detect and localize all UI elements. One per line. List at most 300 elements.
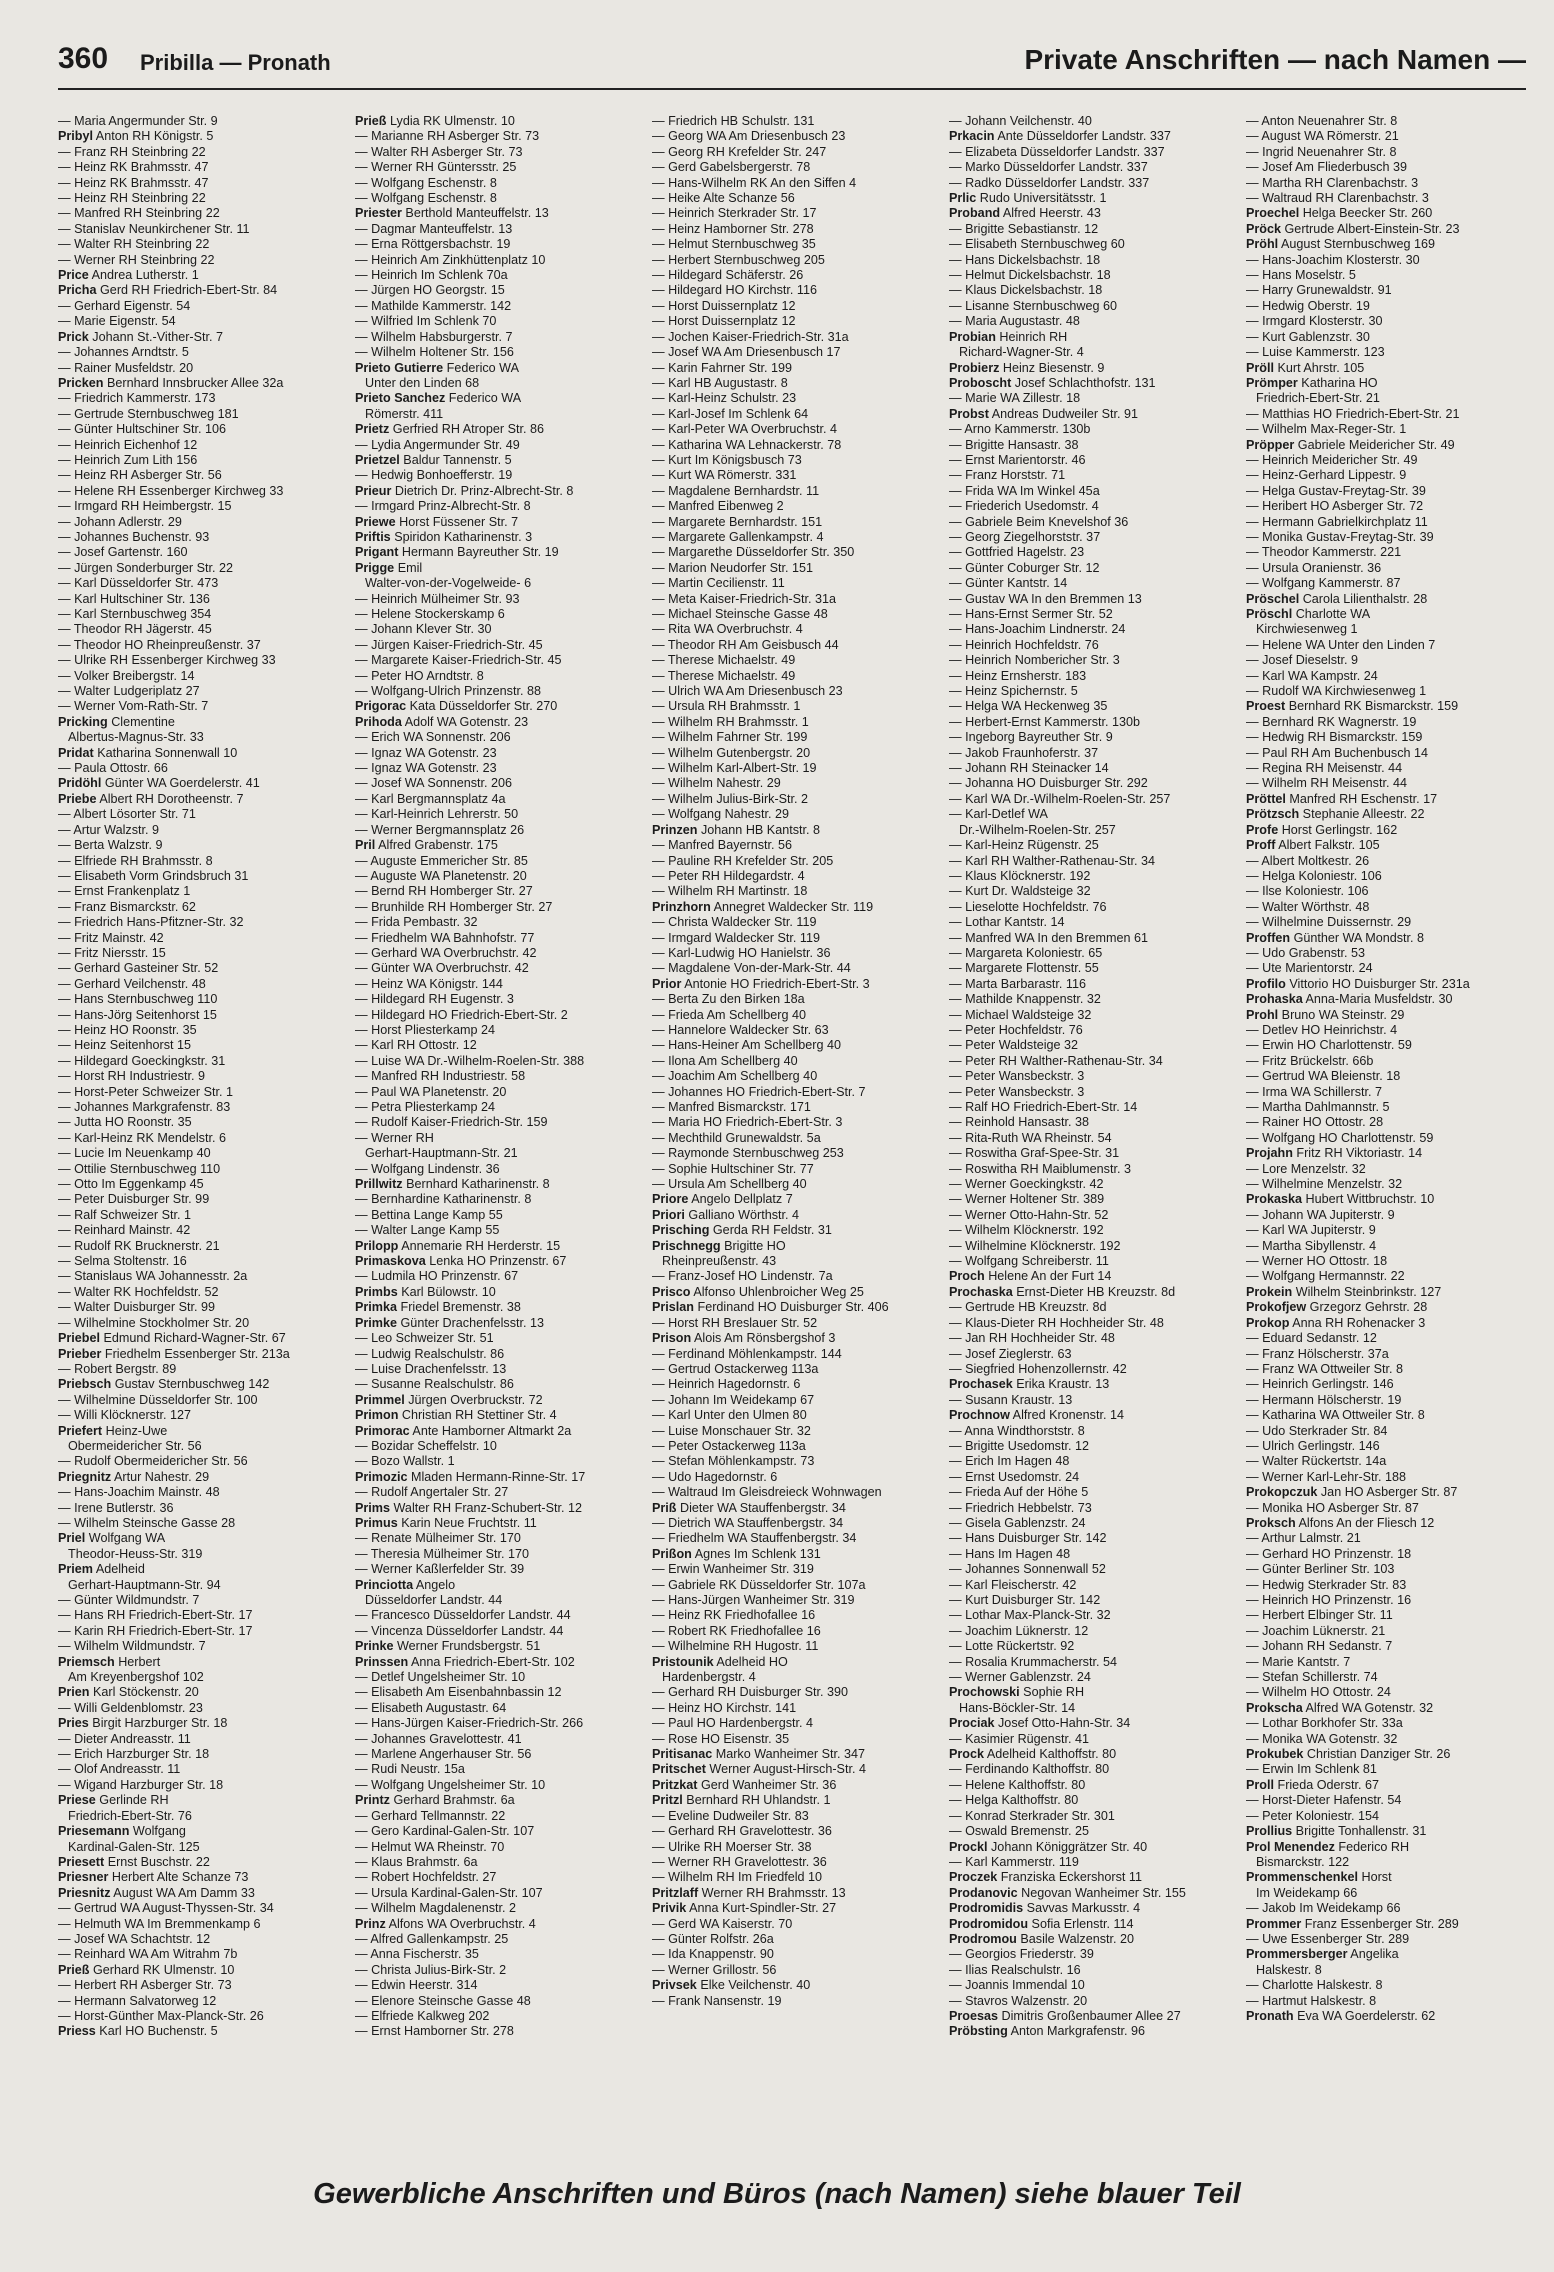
directory-entry: — Günter Berliner Str. 103 [1246, 1562, 1395, 1577]
directory-entry: — Helene RH Essenberger Kirchweg 33 [58, 483, 284, 498]
entry-details: Alfons WA Overbruchstr. 4 [385, 1916, 536, 1931]
directory-entry: — Horst Duissernplatz 12 [652, 314, 796, 329]
directory-entry [1246, 2009, 1531, 2024]
directory-entry: — Manfred WA In den Bremmen 61 [949, 930, 1149, 945]
entry-details: Friedel Bremenstr. 38 [397, 1300, 521, 1315]
directory-entry: — Klaus-Dieter RH Hochheider Str. 48 [949, 1315, 1164, 1330]
directory-entry: — Joachim Lüknerstr. 12 [949, 1623, 1089, 1638]
directory-entry: — Katharina WA Lehnackerstr. 78 [652, 437, 842, 452]
surname: Prock [949, 1747, 985, 1762]
directory-entry: — Walter RH Steinbring 22 [58, 237, 210, 252]
entry-details: Angelo Dellplatz 7 [688, 1192, 793, 1207]
directory-entry: — Johannes HO Friedrich-Ebert-Str. 7 [652, 1084, 866, 1099]
directory-entry: — Udo Hagedornstr. 6 [652, 1469, 778, 1484]
directory-entry [949, 1932, 1234, 1947]
directory-entry [1246, 1778, 1531, 1793]
directory-entry: Halskestr. 8 [1256, 1962, 1322, 1977]
directory-entry [1246, 699, 1531, 714]
directory-entry: — Gerhard HO Prinzenstr. 18 [1246, 1546, 1412, 1561]
surname: Prißon [652, 1546, 692, 1561]
directory-entry: — Wolfgang Hermannstr. 22 [1246, 1269, 1405, 1284]
directory-entry: — Kurt Im Königsbusch 73 [652, 452, 802, 467]
directory-entry [949, 2024, 1234, 2039]
directory-entry [949, 330, 1234, 345]
directory-entry: — Günter Hultschiner Str. 106 [58, 422, 226, 437]
directory-entry [355, 1393, 640, 1408]
directory-entry: — Elfriede RH Brahmsstr. 8 [58, 853, 213, 868]
surname: Prims [355, 1500, 391, 1515]
surname: Prieto Gutierre [355, 360, 444, 375]
directory-entry: — Bernhard RK Wagnerstr. 19 [1246, 714, 1417, 729]
surname: Prieber [58, 1346, 102, 1361]
directory-entry [1246, 1840, 1531, 1855]
directory-entry: — Rudolf Obermeidericher Str. 56 [58, 1454, 248, 1469]
directory-entry: — Wilhelm RH Im Friedfeld 10 [652, 1870, 823, 1885]
entry-details: Erika Kraustr. 13 [1012, 1377, 1110, 1392]
directory-entry: — Meta Kaiser-Friedrich-Str. 31a [652, 591, 837, 606]
directory-entry [58, 1331, 343, 1346]
listing-column-4 [949, 114, 1234, 2150]
directory-entry: — Ingeborg Bayreuther Str. 9 [949, 730, 1113, 745]
directory-entry: — Selma Stoltenstr. 16 [58, 1254, 187, 1269]
directory-entry: — Friedrich Hans-Pfitzner-Str. 32 [58, 915, 244, 930]
entry-details: August WA Am Damm 33 [110, 1885, 255, 1900]
directory-entry [949, 1685, 1234, 1700]
directory-entry: — Wilhelm Steinsche Gasse 28 [58, 1515, 236, 1530]
directory-entry: — Werner HO Ottostr. 18 [1246, 1254, 1388, 1269]
entry-details: Clementine [107, 714, 175, 729]
entry-details: Albert Falkstr. 105 [1275, 838, 1380, 853]
directory-entry: — Werner Karl-Lehr-Str. 188 [1246, 1469, 1407, 1484]
directory-entry: — Hans-Joachim Mainstr. 48 [58, 1485, 220, 1500]
surname: Prol Menendez [1246, 1839, 1335, 1854]
directory-entry: — Waltraud RH Clarenbachstr. 3 [1246, 191, 1429, 206]
directory-entry: — Joannis Immendal 10 [949, 1978, 1085, 1993]
directory-entry: — Kurt Duisburger Str. 142 [949, 1593, 1101, 1607]
directory-entry [949, 376, 1234, 391]
directory-entry: — Joachim Lüknerstr. 21 [1246, 1623, 1386, 1638]
entry-details: Bruno WA Steinstr. 29 [1278, 1007, 1405, 1022]
directory-entry: — Wilhelm Fahrner Str. 199 [652, 730, 808, 745]
surname: Pries [58, 1716, 89, 1731]
directory-entry: — Karl WA Jupiterstr. 9 [1246, 1223, 1376, 1238]
directory-entry: — Mechthild Grunewaldstr. 5a [652, 1130, 821, 1145]
entry-details: Gerlinde RH [95, 1793, 169, 1808]
directory-entry: — Ralf HO Friedrich-Ebert-Str. 14 [949, 1100, 1138, 1114]
surname: Pritzkat [652, 1777, 698, 1792]
surname: Prinke [355, 1639, 394, 1654]
surname: Pridat [58, 745, 94, 760]
entry-details: Christian Danziger Str. 26 [1303, 1747, 1451, 1762]
directory-entry [58, 746, 343, 761]
directory-entry: — Herbert Sternbuschweg 205 [652, 252, 825, 267]
directory-entry: — Therese Michaelstr. 49 [652, 653, 796, 668]
directory-entry: — Heinz RK Brahmsstr. 47 [58, 175, 209, 190]
directory-entry [652, 1747, 937, 1762]
directory-entry: — Heinz RH Steinbring 22 [58, 191, 206, 206]
directory-entry: — Günter WA Overbruchstr. 42 [355, 961, 529, 976]
directory-entry: — Gerd WA Kaiserstr. 70 [652, 1916, 793, 1931]
directory-entry [355, 699, 640, 714]
directory-entry: — Gabriele RK Düsseldorfer Str. 107a [652, 1577, 866, 1592]
entry-details: Günther WA Mondstr. 8 [1290, 930, 1425, 945]
entry-details: Alfred Kronenstr. 14 [1009, 1408, 1124, 1423]
directory-entry: — Hans Sternbuschweg 110 [58, 992, 218, 1007]
entry-details: Annemarie RH Herderstr. 15 [398, 1238, 561, 1253]
surname: Prokaska [1246, 1192, 1303, 1207]
surname: Pritzl [652, 1793, 683, 1808]
directory-entry: Kirchwiesenweg 1 [1256, 622, 1358, 637]
surname: Pricha [58, 283, 97, 298]
directory-entry: — Bozidar Scheffelstr. 10 [355, 1438, 497, 1453]
surname: Pritschet [652, 1762, 706, 1777]
directory-entry: — Hans Im Hagen 48 [949, 1546, 1071, 1561]
directory-entry: — Walter Rückertstr. 14a [1246, 1454, 1387, 1469]
entry-details: Dimitris Großenbaumer Allee 27 [998, 2008, 1181, 2023]
listing-columns [58, 114, 1532, 2150]
directory-entry [949, 206, 1234, 221]
entry-details: Sofia Erlenstr. 114 [1028, 1916, 1134, 1931]
directory-entry: — Olof Andreasstr. 11 [58, 1762, 181, 1777]
directory-entry [58, 1655, 343, 1670]
directory-entry: — Wilhelmine RH Hugostr. 11 [652, 1639, 819, 1654]
directory-entry: — Johannes Sonnenwall 52 [949, 1562, 1106, 1577]
entry-details: Federico WA [443, 360, 520, 375]
directory-entry: — Hildegard Goeckingkstr. 31 [58, 1053, 226, 1068]
directory-entry: — Leo Schweizer Str. 51 [355, 1331, 494, 1346]
directory-entry: — Herbert Elbinger Str. 11 [1246, 1608, 1393, 1623]
directory-entry: — Wigand Harzburger Str. 18 [58, 1777, 224, 1792]
directory-entry: — Ludmila HO Prinzenstr. 67 [355, 1269, 519, 1284]
directory-entry [949, 1901, 1234, 1916]
surname: Primozic [355, 1469, 408, 1484]
directory-entry: — Bernhardine Katharinenstr. 8 [355, 1192, 532, 1207]
directory-entry [355, 361, 640, 376]
directory-entry [949, 191, 1234, 206]
directory-entry: — Udo Grabenstr. 53 [1246, 945, 1366, 960]
surname: Prokofjew [1246, 1300, 1307, 1315]
directory-entry: — Hans-Wilhelm RK An den Siffen 4 [652, 175, 857, 190]
directory-entry: — Wilhelm Wildmundstr. 7 [58, 1639, 206, 1654]
directory-entry [652, 1208, 937, 1223]
entry-details: Helga Beecker Str. 260 [1299, 206, 1433, 221]
directory-entry: — Friederich Usedomstr. 4 [949, 499, 1099, 514]
directory-entry [355, 391, 640, 406]
directory-entry: — Karl Kammerstr. 119 [949, 1854, 1079, 1869]
surname: Profilo [1246, 976, 1286, 991]
directory-entry: — Lothar Borkhofer Str. 33a [1246, 1716, 1403, 1731]
directory-entry: — Jürgen Sonderburger Str. 22 [58, 560, 234, 575]
surname: Priemsch [58, 1654, 115, 1669]
surname: Priore [652, 1192, 689, 1207]
directory-entry: — Wilhelm Max-Reger-Str. 1 [1246, 422, 1407, 437]
directory-entry: — Harry Grunewaldstr. 91 [1246, 283, 1392, 298]
directory-entry: — Wolfgang Eschenstr. 8 [355, 191, 497, 206]
directory-entry [652, 1331, 937, 1346]
directory-entry: — Lisanne Sternbuschweg 60 [949, 298, 1118, 313]
directory-entry: — Heinrich Eichenhof 12 [58, 437, 198, 452]
entry-details: Anna Friedrich-Ebert-Str. 102 [408, 1654, 575, 1669]
surname: Prochasek [949, 1377, 1013, 1392]
directory-entry: — Rudi Neustr. 15a [355, 1762, 465, 1777]
directory-entry: — Irma WA Schillerstr. 7 [1246, 1084, 1382, 1099]
directory-entry: — Peter Ostackerweg 113a [652, 1438, 806, 1453]
directory-entry: — Otto Im Eggenkamp 45 [58, 1177, 204, 1192]
directory-entry: — Paul HO Hardenbergstr. 4 [652, 1716, 813, 1731]
directory-entry [58, 283, 343, 298]
directory-entry: — Wilhelm RH Brahmsstr. 1 [652, 714, 809, 729]
directory-entry [1246, 823, 1531, 838]
directory-entry: — Margarethe Düsseldorfer Str. 350 [652, 545, 855, 560]
surname: Pröschl [1246, 607, 1293, 621]
directory-entry: Düsseldorfer Landstr. 44 [365, 1593, 503, 1607]
entry-details: Werner August-Hirsch-Str. 4 [705, 1762, 866, 1777]
directory-entry [949, 1870, 1234, 1885]
directory-entry: — Frieda Am Schellberg 40 [652, 1007, 806, 1022]
directory-entry [355, 484, 640, 499]
directory-entry [949, 129, 1234, 144]
directory-entry: — Dietrich WA Stauffenbergstr. 34 [652, 1515, 844, 1530]
directory-entry: — Siegfried Hohenzollernstr. 42 [949, 1361, 1127, 1376]
directory-entry: — Wolfgang Ungelsheimer Str. 10 [355, 1777, 546, 1792]
directory-entry: — Jürgen HO Georgstr. 15 [355, 283, 505, 298]
directory-entry: — Martha Sibyllenstr. 4 [1246, 1238, 1377, 1253]
directory-entry [1246, 592, 1531, 607]
entry-details: Bernhard RK Bismarckstr. 159 [1285, 699, 1459, 714]
directory-entry: — Hans RH Friedrich-Ebert-Str. 17 [58, 1608, 253, 1623]
entry-details: Stephanie Alleestr. 22 [1299, 807, 1425, 822]
entry-details: Günter WA Goerdelerstr. 41 [101, 776, 260, 791]
surname: Prieto Sanchez [355, 391, 446, 406]
directory-entry [1246, 1192, 1531, 1207]
directory-entry: — Maria HO Friedrich-Ebert-Str. 3 [652, 1115, 843, 1130]
directory-entry: — Gerhard Veilchenstr. 48 [58, 976, 206, 991]
directory-entry: — Ernst Marientorstr. 46 [949, 452, 1086, 467]
entry-details: Gerfried RH Atroper Str. 86 [389, 422, 544, 437]
directory-entry: — Margarete Kaiser-Friedrich-Str. 45 [355, 653, 562, 668]
directory-entry [58, 129, 343, 144]
directory-entry: — Rosalia Krummacherstr. 54 [949, 1654, 1117, 1669]
surname: Proest [1246, 699, 1286, 714]
directory-entry: — Karl Düsseldorfer Str. 473 [58, 576, 219, 591]
directory-entry: — Erich Im Hagen 48 [949, 1454, 1070, 1469]
entry-details: Brigitte Tonhallenstr. 31 [1292, 1824, 1427, 1839]
surname: Prohl [1246, 1007, 1279, 1022]
surname: Prior [652, 976, 682, 991]
entry-details: Anna RH Rohenacker 3 [1289, 1315, 1426, 1330]
directory-entry: — Theodor HO Rheinpreußenstr. 37 [58, 637, 261, 652]
surname: Prommer [1246, 1916, 1302, 1931]
directory-entry [949, 407, 1234, 422]
directory-entry: — Hans-Ernst Sermer Str. 52 [949, 607, 1113, 621]
directory-entry: — Heinz Spichernstr. 5 [949, 684, 1078, 699]
directory-entry [652, 1886, 937, 1901]
directory-entry: — Ursula Kardinal-Galen-Str. 107 [355, 1885, 543, 1900]
directory-entry: — Francesco Düsseldorfer Landstr. 44 [355, 1608, 571, 1623]
entry-details: Horst Gerlingstr. 162 [1278, 822, 1398, 837]
directory-entry [652, 1285, 937, 1300]
directory-entry [652, 1793, 937, 1808]
directory-entry: — Berta Zu den Birken 18a [652, 992, 805, 1007]
directory-entry: — Matthias HO Friedrich-Ebert-Str. 21 [1246, 406, 1460, 421]
directory-entry: — Klaus Brahmstr. 6a [355, 1854, 478, 1869]
surname: Pröhl [1246, 237, 1279, 252]
surname: Prodanovic [949, 1885, 1018, 1900]
entry-details: Artur Nahestr. 29 [111, 1469, 210, 1484]
directory-entry: — Ferdinand Möhlenkampstr. 144 [652, 1346, 842, 1361]
directory-entry [652, 1239, 937, 1254]
directory-entry [949, 1408, 1234, 1423]
directory-entry: — Peter Hochfeldstr. 76 [949, 1022, 1083, 1037]
directory-entry: — Hans-Jürgen Wanheimer Str. 319 [652, 1593, 855, 1607]
directory-entry: — Hans Moselstr. 5 [1246, 268, 1356, 283]
directory-entry [949, 1747, 1234, 1762]
directory-entry: — Wilfried Im Schlenk 70 [355, 314, 497, 329]
directory-entry: — Franz-Josef HO Lindenstr. 7a [652, 1269, 833, 1284]
directory-entry: — Brigitte Hansastr. 38 [949, 437, 1079, 452]
directory-entry: — Mathilde Knappenstr. 32 [949, 992, 1101, 1007]
directory-entry: — Werner Goeckingkstr. 42 [949, 1177, 1104, 1192]
directory-entry: — Maria Augustastr. 48 [949, 314, 1080, 329]
surname: Primon [355, 1408, 399, 1423]
surname: Pristounik [652, 1654, 714, 1669]
entry-details: Birgit Harzburger Str. 18 [88, 1716, 228, 1731]
directory-entry: Dr.-Wilhelm-Roelen-Str. 257 [959, 822, 1116, 837]
surname: Prokscha [1246, 1700, 1303, 1715]
directory-entry: — Auguste WA Planetenstr. 20 [355, 868, 527, 883]
directory-entry [355, 838, 640, 853]
directory-entry: — Hans-Jürgen Kaiser-Friedrich-Str. 266 [355, 1716, 584, 1731]
entry-details: August Sternbuschweg 169 [1278, 237, 1436, 252]
entry-details: Ernst Buschstr. 22 [104, 1854, 210, 1869]
directory-entry: Obermeidericher Str. 56 [68, 1438, 202, 1453]
directory-entry: — Horst RH Industriestr. 9 [58, 1069, 205, 1084]
listing-column-1 [58, 114, 343, 2150]
surname: Proband [949, 206, 1001, 221]
directory-entry: — Hans-Joachim Lindnerstr. 24 [949, 622, 1126, 637]
directory-entry [355, 1424, 640, 1439]
surname: Primke [355, 1315, 398, 1330]
surname: Primka [355, 1300, 398, 1315]
directory-entry [355, 1917, 640, 1932]
directory-entry: — Marion Neudorfer Str. 151 [652, 560, 813, 575]
directory-entry: — Stefan Möhlenkampstr. 73 [652, 1454, 815, 1469]
directory-entry [949, 1716, 1234, 1731]
directory-entry: — Josef WA Sonnenstr. 206 [355, 776, 513, 791]
surname: Prisching [652, 1223, 710, 1238]
surname: Priori [652, 1207, 685, 1222]
surname: Prietzel [355, 452, 400, 467]
directory-entry: — Klaus Dickelsbachstr. 18 [949, 283, 1103, 298]
directory-entry: — Wilhelm RH Martinstr. 18 [652, 884, 808, 899]
directory-entry: — Therese Michaelstr. 49 [652, 668, 796, 683]
section-title: Private Anschriften — nach Namen — [1024, 44, 1526, 75]
directory-entry: — Karl Hultschiner Str. 136 [58, 591, 210, 606]
directory-entry [355, 1408, 640, 1423]
directory-entry: — Reinhard Mainstr. 42 [58, 1223, 191, 1238]
directory-entry: — Rudolf Kaiser-Friedrich-Str. 159 [355, 1115, 548, 1130]
directory-entry: — Helga Koloniestr. 106 [1246, 868, 1382, 883]
directory-entry: — Ilse Koloniestr. 106 [1246, 884, 1369, 899]
directory-entry: — Marko Düsseldorfer Landstr. 337 [949, 160, 1148, 175]
surname: Prötzsch [1246, 807, 1300, 822]
directory-entry [652, 1547, 937, 1562]
directory-entry: — Peter Koloniestr. 154 [1246, 1808, 1380, 1823]
directory-entry [1246, 1701, 1531, 1716]
directory-entry: — Heinrich Zum Lith 156 [58, 452, 198, 467]
directory-entry: — Manfred RH Industriestr. 58 [355, 1069, 526, 1084]
entry-details: Alfred WA Gotenstr. 32 [1302, 1700, 1434, 1715]
surname: Priftis [355, 529, 391, 544]
directory-entry [355, 1578, 640, 1593]
listing-column-3 [652, 114, 937, 2150]
directory-entry: — Paul WA Planetenstr. 20 [355, 1084, 507, 1099]
surname: Printz [355, 1793, 390, 1808]
directory-entry [355, 515, 640, 530]
directory-entry: — Walter Lange Kamp 55 [355, 1223, 500, 1238]
directory-entry: — Albert Moltkestr. 26 [1246, 853, 1370, 868]
directory-entry: — Wolfgang Lindenstr. 36 [355, 1161, 500, 1176]
entry-details: Angelo [413, 1577, 456, 1592]
directory-entry: — Peter Wansbeckstr. 3 [949, 1069, 1085, 1084]
directory-entry: — Charlotte Halskestr. 8 [1246, 1978, 1383, 1993]
directory-entry: — Ernst Hamborner Str. 278 [355, 2024, 514, 2039]
directory-entry: — Walter RK Hochfeldstr. 52 [58, 1284, 219, 1299]
entry-details: Annegret Waldecker Str. 119 [710, 899, 874, 914]
directory-entry: — Hans-Jörg Seitenhorst 15 [58, 1007, 217, 1022]
directory-entry: — Hans Dickelsbachstr. 18 [949, 252, 1101, 267]
entry-details: Bernhard Katharinenstr. 8 [402, 1177, 550, 1192]
directory-entry: — Rita-Ruth WA Rheinstr. 54 [949, 1130, 1112, 1145]
directory-entry: — Ignaz WA Gotenstr. 23 [355, 745, 497, 760]
directory-entry: — Heinz-Gerhard Lippestr. 9 [1246, 468, 1407, 483]
directory-entry: — Heinrich Gerlingstr. 146 [1246, 1377, 1394, 1392]
directory-entry: — Peter HO Arndtstr. 8 [355, 668, 484, 683]
directory-entry: — Heike Alte Schanze 56 [652, 191, 795, 206]
directory-entry: — Karl HB Augustastr. 8 [652, 375, 788, 390]
surname: Prockl [949, 1839, 988, 1854]
directory-entry: — Frieda Auf der Höhe 5 [949, 1485, 1089, 1500]
directory-entry: — Herbert RH Asberger Str. 73 [58, 1978, 232, 1993]
surname: Privik [652, 1901, 687, 1916]
directory-entry: — Theodor RH Jägerstr. 45 [58, 622, 212, 637]
directory-entry [949, 1840, 1234, 1855]
surname: Prochowski [949, 1685, 1020, 1700]
directory-entry: — Wilhelm Karl-Albert-Str. 19 [652, 761, 817, 776]
directory-entry: — Heinz RH Asberger Str. 56 [58, 468, 222, 483]
directory-entry [58, 2024, 343, 2039]
directory-entry: — Wilhelm Gutenbergstr. 20 [652, 745, 811, 760]
surname: Priefert [58, 1423, 103, 1438]
directory-entry: — Ursula RH Brahmsstr. 1 [652, 699, 801, 714]
directory-entry [58, 1963, 343, 1978]
entry-details: Lydia RK Ulmenstr. 10 [386, 114, 515, 128]
directory-entry: — Wilhelm HO Ottostr. 24 [1246, 1685, 1391, 1700]
entry-details: Gerhard RK Ulmenstr. 10 [89, 1962, 235, 1977]
entry-details: Walter RH Franz-Schubert-Str. 12 [390, 1500, 583, 1515]
directory-entry: — Ursula Am Schellberg 40 [652, 1177, 807, 1192]
entry-details: Karl Stöckenstr. 20 [89, 1685, 199, 1700]
entry-details: Christian RH Stettiner Str. 4 [398, 1408, 557, 1423]
directory-entry: — Helene Stockerskamp 6 [355, 607, 505, 621]
directory-entry: Theodor-Heuss-Str. 319 [68, 1546, 203, 1561]
directory-entry: — Irmgard RH Heimbergstr. 15 [58, 499, 232, 514]
directory-entry: — Wolfgang Eschenstr. 8 [355, 175, 497, 190]
directory-entry: — Gottfried Hagelstr. 23 [949, 545, 1085, 560]
directory-entry [58, 268, 343, 283]
entry-details: Federico RH [1334, 1839, 1410, 1854]
directory-entry: — Hildegard HO Friedrich-Ebert-Str. 2 [355, 1007, 568, 1022]
